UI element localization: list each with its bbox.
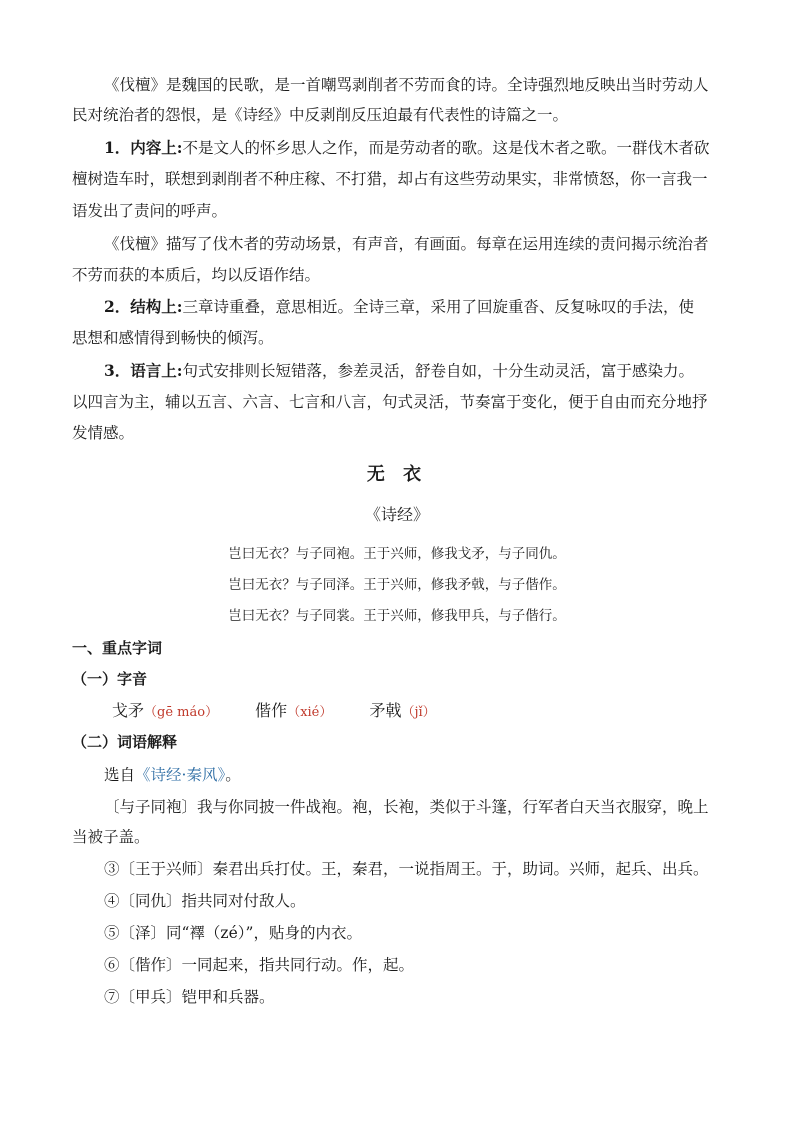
item-1-label: 1．内容上: <box>104 138 183 157</box>
pron-pinyin: （xié） <box>287 705 333 720</box>
pron-word: 矛戟 <box>369 701 402 720</box>
pronunciation-item <box>112 701 218 720</box>
intro-paragraph-1-line-1: 《伐檀》是魏国的民歌，是一首嘲骂剥削者不劳而食的诗。全诗强烈地反映出当时劳动人 <box>104 76 709 94</box>
item-2-text: 三章诗重叠，意思相近。全诗三章，采用了回旋重沓、反复咏叹的手法，使 <box>182 298 695 316</box>
item-2-label: 2．结构上: <box>104 297 183 316</box>
note-item: ③〔王于兴师〕秦君出兵打仗。王，秦君，一说指周王。于，助词。兴师，起兵、出兵。 <box>104 860 709 878</box>
poem-line-1: 岂曰无衣？与子同袍。王于兴师，修我戈矛，与子同仇。 <box>228 546 566 562</box>
intro-paragraph-2-line-2: 不劳而获的本质后，均以反语作结。 <box>72 266 321 284</box>
source-line <box>72 760 722 790</box>
intro-paragraph-2-line-1: 《伐檀》描写了伐木者的劳动场景，有声音，有画面。每章在运用连续的责问揭示统治者 <box>104 235 709 253</box>
note-item: ⑥〔偕作〕一同起来，指共同行动。作，起。 <box>104 956 415 974</box>
pron-word: 戈矛 <box>112 701 145 720</box>
pronunciation-item <box>255 701 332 720</box>
poem-source: 《诗经》 <box>364 505 429 524</box>
item-3-line-3: 发情感。 <box>72 424 135 442</box>
item-1-line-1 <box>72 133 722 163</box>
note-item: ⑦〔甲兵〕铠甲和兵器。 <box>104 988 275 1006</box>
source-prefix: 选自 <box>104 766 136 784</box>
note-item: ④〔同仇〕指共同对付敌人。 <box>104 892 306 910</box>
note-pao-line-2: 当被子盖。 <box>72 828 150 846</box>
section-heading: 一、重点字词 <box>72 639 163 657</box>
subsection-pronunciation-heading: （一）字音 <box>72 670 148 688</box>
pron-pinyin: （gē máo） <box>144 705 219 720</box>
item-3-line-2: 以四言为主，辅以五言、六言、七言和八言，句式灵活，节奏富于变化，便于自由而充分地抒 <box>72 393 708 411</box>
item-3-text: 句式安排则长短错落，参差灵活，舒卷自如，十分生动灵活，富于感染力。 <box>182 362 695 380</box>
item-3-line-1 <box>72 356 722 386</box>
item-2-line-2: 思想和感情得到畅快的倾泻。 <box>72 329 274 347</box>
poem-line-2: 岂曰无衣？与子同泽。王于兴师，修我矛戟，与子偕作。 <box>228 577 566 593</box>
item-1-text: 不是文人的怀乡思人之作，而是劳动者的歌。这是伐木者之歌。一群伐木者砍 <box>182 139 710 157</box>
source-suffix: 。 <box>225 766 241 784</box>
note-pao-line-1: 〔与子同袍〕我与你同披一件战袍。袍，长袍，类似于斗篷，行军者白天当衣服穿，晚上 <box>104 798 709 816</box>
poem-line-3: 岂曰无衣？与子同裳。王于兴师，修我甲兵，与子偕行。 <box>228 608 566 624</box>
pronunciation-list <box>112 698 468 721</box>
item-1-line-3: 语发出了责问的呼声。 <box>72 202 228 220</box>
source-link[interactable]: 《诗经·秦风》 <box>135 766 226 784</box>
poem-title: 无 衣 <box>366 464 428 485</box>
subsection-vocabulary-heading: （二）词语解释 <box>72 733 178 751</box>
pron-pinyin: （jǐ） <box>401 705 436 720</box>
item-3-label: 3．语言上: <box>104 361 183 380</box>
item-2-line-1 <box>72 292 722 322</box>
item-1-line-2: 檀树造车时，联想到剥削者不种庄稼、不打猎，却占有这些劳动果实，非常愤怒，你一言我一 <box>72 170 708 188</box>
pron-word: 偕作 <box>255 701 288 720</box>
intro-paragraph-1-line-2: 民对统治者的怨恨，是《诗经》中反剥削反压迫最有代表性的诗篇之一。 <box>72 106 569 124</box>
note-item: ⑤〔泽〕同“襗（zé）”，贴身的内衣。 <box>104 924 362 942</box>
pronunciation-item <box>369 701 435 720</box>
